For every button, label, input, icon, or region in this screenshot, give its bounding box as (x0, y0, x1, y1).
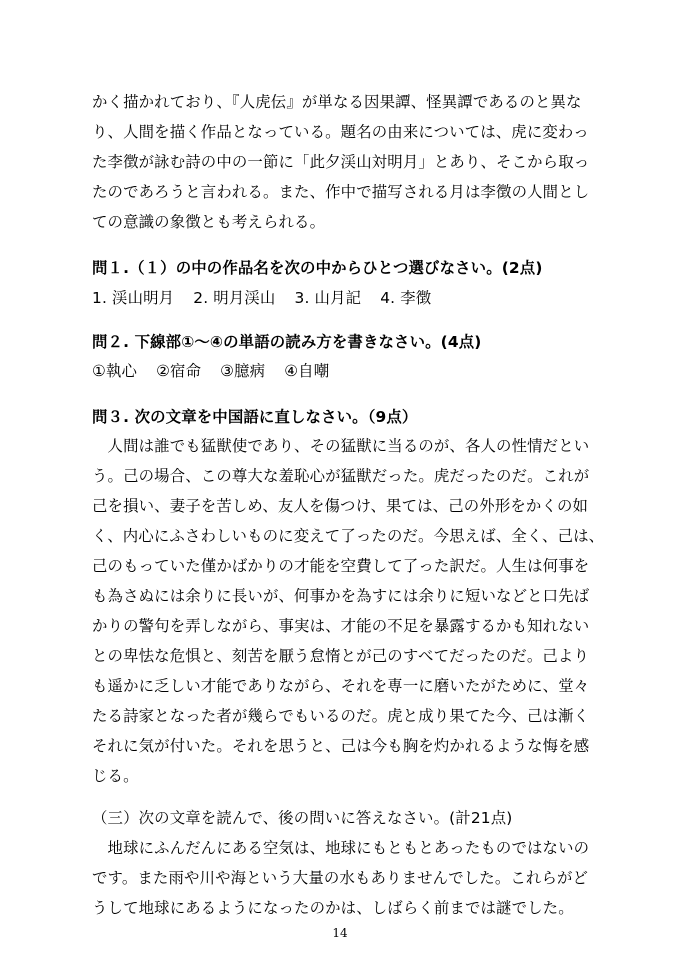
word-4: ④自嘲 (284, 362, 330, 380)
passage-line: ての意識の象徴とも考えられる。 (92, 213, 326, 231)
section-3-line: 地球にふんだんにある空気は、地球にもともとあったものではないの (92, 839, 590, 857)
question-1-options (92, 283, 602, 313)
question-3-line: く、内心にふさわしいものに変えて了ったのだ。今思えば、全く、己は、 (92, 527, 605, 545)
question-3-line: も為さぬには余りに長いが、何事かを為すには余りに短いなどと口先ば (92, 587, 590, 605)
question-3-line: 己のもっていた僅かばかりの才能を空費して了った訳だ。人生は何事を (92, 557, 590, 575)
section-3-line: です。また雨や川や海という大量の水もありませんでした。これらがど (92, 869, 589, 887)
option-2: 2. 明月渓山 (193, 289, 276, 307)
page-number: 14 (332, 926, 348, 940)
word-2: ②宿命 (156, 362, 202, 380)
question-2-words (92, 356, 602, 386)
question-3-line: も遥かに乏しい才能でありながら、それを専一に磨いたがために、堂々 (92, 677, 590, 695)
question-3-line: との卑怯な危惧と、刻苦を厭う怠惰とが己のすべてだったのだ。己より (92, 647, 589, 665)
question-2: 問２. 下線部①～④の単語の読み方を書きなさい。(4点) (92, 333, 482, 351)
option-4: 4. 李徴 (380, 289, 432, 307)
passage-line: かく描かれており、『人虎伝』が単なる因果譚、怪異譚であるのと異な (92, 93, 582, 111)
question-3-line: かりの警句を弄しながら、事実は、才能の不足を暴露するかも知れない (92, 617, 590, 635)
question-3-line: 己を損い、妻子を苦しめ、友人を傷つけ、果ては、己の外形をかくの如 (92, 497, 589, 515)
passage-line: た李徴が詠む詩の中の一節に「此夕渓山対明月」とあり、そこから取っ (92, 153, 590, 171)
word-3: ③臆病 (220, 362, 266, 380)
document-page (92, 0, 605, 961)
word-1: ①執心 (92, 362, 138, 380)
question-3-line: う。己の場合、この尊大な羞恥心が猛獣だった。虎だったのだ。これが (92, 467, 590, 485)
passage-line: り、人間を描く作品となっている。題名の由来については、虎に変わっ (92, 123, 589, 141)
question-1: 問１.（１）の中の作品名を次の中からひとつ選びなさい。(2点) (92, 259, 543, 277)
question-3-line: たる詩家となった者が幾らでもいるのだ。虎と成り果てた今、己は漸く (92, 707, 590, 725)
question-3-line: じる。 (92, 767, 139, 785)
passage-line: たのであろうと言われる。また、作中で描写される月は李徴の人間とし (92, 183, 590, 201)
option-1: 1. 渓山明月 (92, 289, 175, 307)
question-3-line: それに気が付いた。それを思うと、己は今も胸を灼かれるような悔を感 (92, 737, 590, 755)
section-3-heading: （三）次の文章を読んで、後の問いに答えなさい。(計21点) (92, 809, 513, 827)
question-3: 問３. 次の文章を中国語に直しなさい。（9点） (92, 408, 418, 426)
question-3-line: 人間は誰でも猛獣使であり、その猛獣に当るのが、各人の性情だとい (92, 437, 590, 455)
option-3: 3. 山月記 (294, 289, 362, 307)
section-3-line: うして地球にあるようになったのかは、しばらく前までは謎でした。 (92, 899, 574, 917)
